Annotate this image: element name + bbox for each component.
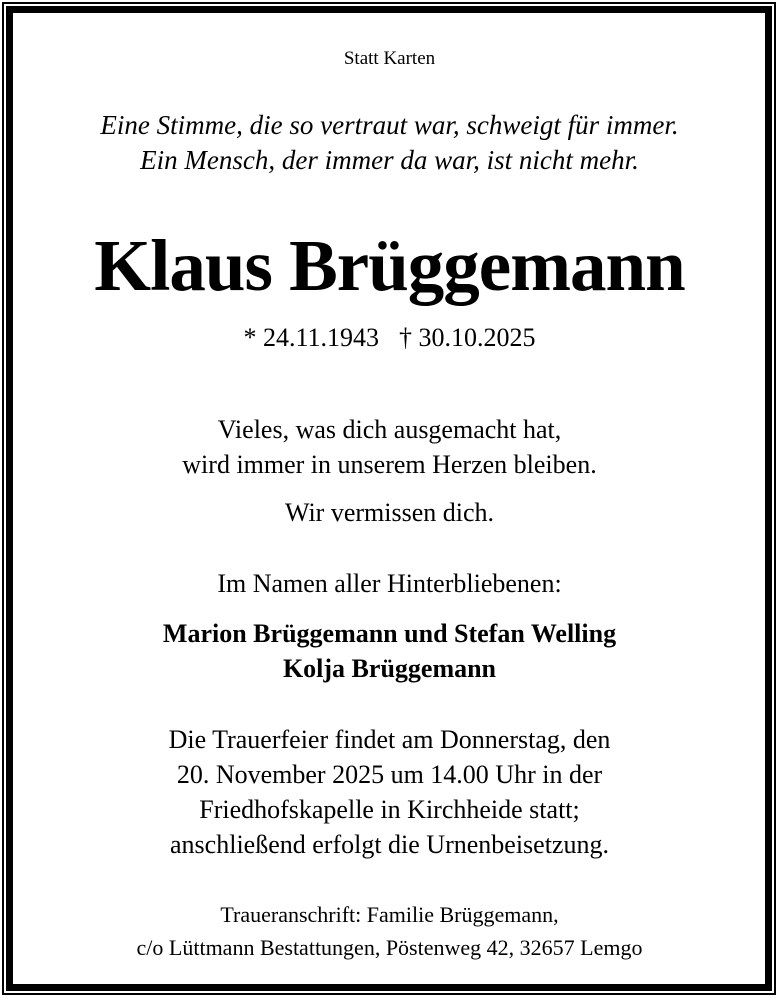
address-line-2: c/o Lüttmann Bestattungen, Pöstenweg 42, 32657 Lemgo — [136, 935, 643, 960]
tribute-line-1: Vieles, was dich ausgemacht hat, — [217, 415, 562, 444]
funeral-line-4: anschließend erfolgt die Urnenbeisetzung. — [170, 830, 609, 859]
epigraph — [20, 108, 759, 178]
tribute-line-2: wird immer in unserem Herzen bleiben. — [182, 450, 597, 479]
funeral-line-1: Die Trauerfeier findet am Donnerstag, den — [168, 725, 611, 754]
address-line-1: Traueranschrift: Familie Brüggemann, — [220, 902, 559, 927]
on-behalf-text — [20, 567, 759, 601]
epigraph-line-2: Ein Mensch, der immer da war, ist nicht mehr. — [140, 145, 639, 175]
birth-date: * 24.11.1943 — [243, 323, 380, 352]
on-behalf-line: Im Namen aller Hinterbliebenen: — [217, 569, 562, 598]
farewell-text — [20, 496, 759, 530]
life-dates — [20, 321, 759, 355]
farewell-line: Wir vermissen dich. — [284, 498, 495, 527]
mourners-line-2: Kolja Brüggemann — [282, 654, 497, 683]
mourners-line-1: Marion Brüggemann und Stefan Welling — [162, 619, 617, 648]
epigraph-line-1: Eine Stimme, die so vertraut war, schweigt für immer. — [100, 110, 679, 140]
deceased-name-text: Klaus Brüggemann — [94, 225, 685, 306]
deceased-name — [20, 227, 759, 305]
death-date: † 30.10.2025 — [399, 323, 536, 352]
mourners-names — [20, 616, 759, 686]
tribute-text — [20, 412, 759, 482]
funeral-details — [20, 722, 759, 862]
pre-header-text: Statt Karten — [343, 48, 436, 69]
pre-header-note — [20, 46, 759, 72]
funeral-line-2: 20. November 2025 um 14.00 Uhr in der — [176, 760, 603, 789]
funeral-line-3: Friedhofskapelle in Kirchheide statt; — [199, 795, 580, 824]
mourning-address — [20, 898, 759, 964]
